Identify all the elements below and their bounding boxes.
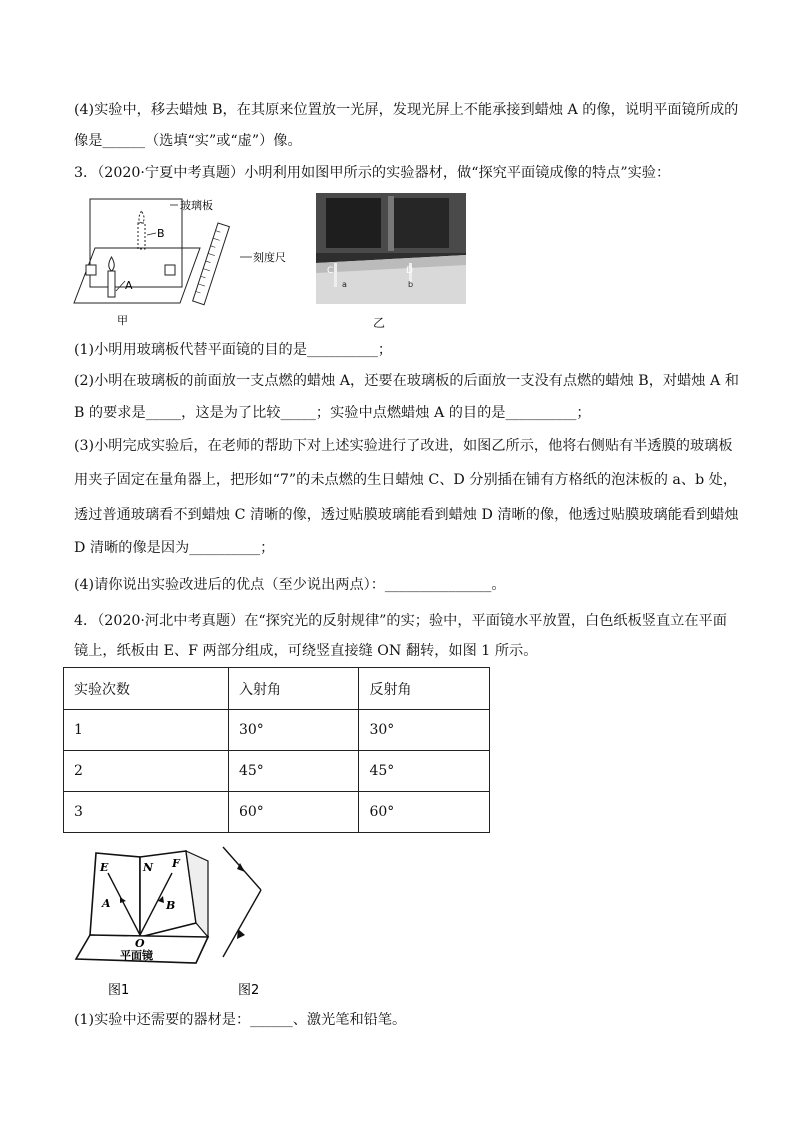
glass-plate-label: 玻璃板 [180,199,213,212]
fig1-label-f: F [172,857,180,870]
label-c: C [327,266,334,276]
figure-yi-photo [316,193,466,304]
table-cell: 3 [64,792,229,833]
table-cell: 30° [359,710,490,751]
table-cell: 45° [228,751,359,792]
label-a: A [125,279,133,292]
table-header-row [64,668,490,710]
label-b-small: b [408,280,414,289]
table-row [64,751,490,792]
table-header-cell: 实验次数 [64,668,229,710]
fig1-label-o: O [135,937,145,950]
label-d: D [406,266,413,276]
q3-part4: (4)请你说出实验改进后的优点（至少说出两点）：_______________。 [74,577,506,593]
fig1-label-a: A [102,897,111,910]
figure-1-and-2 [68,845,298,1005]
q3-part3-line3: 透过普通玻璃看不到蜡烛 C 清晰的像，透过贴膜玻璃能看到蜡烛 D 清晰的像，他透过贴膜玻璃能看到蜡烛 [74,507,739,523]
label-b: B [157,227,165,240]
fig1-caption: 图1 [108,983,130,998]
q3-part2-line2: B 的要求是_____，这是为了比较_____；实验中点燃蜡烛 A 的目的是__________； [74,405,591,421]
q3-part2-line1: (2)小明在玻璃板的前面放一支点燃的蜡烛 A，还要在玻璃板的后面放一支没有点燃的蜡烛 B，对蜡烛 A 和 [74,373,739,389]
q2-part4-line1: (4)实验中，移去蜡烛 B，在其原来位置放一光屏，发现光屏上不能承接到蜡烛 A 的像，说明平面镜所成的 [74,102,739,118]
table-row [64,792,490,833]
fig1-label-n: N [143,861,154,874]
table-cell: 60° [359,792,490,833]
table-header-cell: 入射角 [228,668,359,710]
fig2-caption: 图2 [238,983,260,998]
table-cell: 30° [228,710,359,751]
table-cell: 60° [228,792,359,833]
figure-jia-caption: 甲 [117,314,128,327]
data-table [63,667,490,833]
q3-part3-line1: (3)小明完成实验后，在老师的帮助下对上述实验进行了改进，如图乙所示，他将右侧贴有半透膜的玻璃板 [74,438,733,454]
table-row [64,710,490,751]
table-cell: 1 [64,710,229,751]
label-a-small: a [342,280,347,289]
table-header-cell: 反射角 [359,668,490,710]
q3-part3-line2: 用夹子固定在量角器上，把形如“7”的未点燃的生日蜡烛 C、D 分别插在铺有方格纸的泡沫板的 a、b 处， [74,472,738,488]
q4-part1: (1)实验中还需要的器材是：______、激光笔和铅笔。 [74,1012,407,1028]
figure-jia [70,193,310,333]
question3-stem: 3．（2020·宁夏中考真题）小明利用如图甲所示的实验器材，做“探究平面镜成像的特点”实验： [74,165,671,181]
q2-part4-line2: 像是______（选填“实”或“虚”）像。 [74,133,302,149]
question4-stem-line1: 4．（2020·河北中考真题）在“探究光的反射规律”的实；验中，平面镜水平放置，白色纸板竖直立在平面 [74,613,727,629]
fig1-label-b: B [166,899,176,912]
ruler-label: 刻度尺 [253,251,286,264]
fig1-mirror-label: 平面镜 [120,949,153,962]
question4-stem-line2: 镜上，纸板由 E、F 两部分组成，可绕竖直接缝 ON 翻转，如图 1 所示。 [74,643,538,659]
figure-yi-caption: 乙 [373,316,386,330]
q3-part3-line4: D 清晰的像是因为__________； [74,540,275,556]
fig1-label-e: E [100,861,109,874]
q3-part1: (1)小明用玻璃板代替平面镜的目的是__________； [74,342,393,358]
table-cell: 2 [64,751,229,792]
table-cell: 45° [359,751,490,792]
